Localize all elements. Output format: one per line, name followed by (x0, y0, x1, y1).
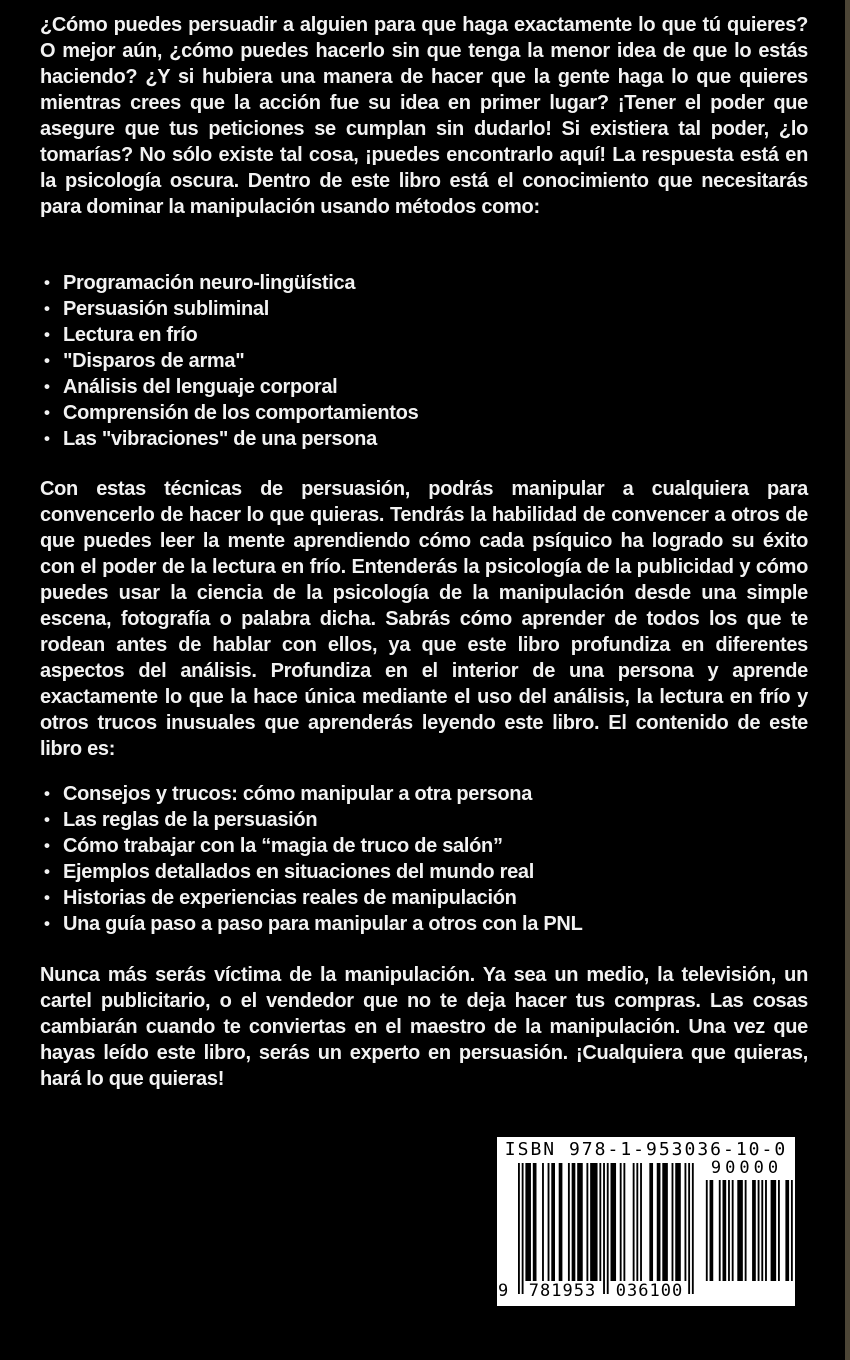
list-item (44, 807, 808, 833)
list-item-label: Historias de experiencias reales de manipulación (63, 887, 517, 909)
ean13-barcode (518, 1163, 694, 1294)
bullet-icon: • (44, 273, 50, 292)
contents-list (44, 781, 808, 937)
list-item (44, 374, 808, 400)
barcode-digits-left: 781953 (528, 1281, 597, 1301)
barcode-digits-right: 036100 (615, 1281, 684, 1301)
list-item (44, 270, 808, 296)
list-item-label: Consejos y trucos: cómo manipular a otra persona (63, 783, 533, 805)
list-item-label: Análisis del lenguaje corporal (63, 376, 338, 398)
bullet-icon: • (44, 403, 50, 422)
bullet-icon: • (44, 836, 50, 855)
bullet-icon: • (44, 914, 50, 933)
barcode-price-code-label: 90000 (710, 1158, 783, 1178)
bullet-icon: • (44, 862, 50, 881)
methods-list (44, 270, 808, 452)
list-item-label: Una guía paso a paso para manipular a otros con la PNL (63, 913, 583, 935)
isbn-number-label: ISBN 978-1-953036-10-0 (504, 1139, 788, 1160)
list-item-label: Programación neuro-lingüística (63, 272, 356, 294)
bullet-icon: • (44, 888, 50, 907)
list-item-label: Las "vibraciones" de una persona (63, 428, 377, 450)
list-item-label: "Disparos de arma" (63, 350, 245, 372)
list-item (44, 911, 808, 937)
list-item-label: Lectura en frío (63, 324, 198, 346)
list-item (44, 833, 808, 859)
bullet-icon: • (44, 351, 50, 370)
list-item (44, 859, 808, 885)
bullet-icon: • (44, 299, 50, 318)
list-item (44, 296, 808, 322)
list-item-label: Cómo trabajar con la “magia de truco de salón” (63, 835, 503, 857)
bullet-icon: • (44, 377, 50, 396)
list-item (44, 348, 808, 374)
bullet-icon: • (44, 784, 50, 803)
back-cover-paragraph-3: Nunca más serás víctima de la manipulación. Ya sea un medio, la televisión, un cartel publicitario, o el vendedor que no te deja hacer tus compras. Las cosas cambiarán cuando te conviertas en el maestro de la manipulación. Una vez que hayas leído este libro, serás un experto en persuasión. ¡Cualquiera que quieras, hará lo que quieras! (40, 964, 808, 1090)
list-item (44, 426, 808, 452)
list-item-label: Persuasión subliminal (63, 298, 269, 320)
bullet-icon: • (44, 325, 50, 344)
bullet-icon: • (44, 810, 50, 829)
list-item (44, 322, 808, 348)
page-edge-strip (845, 0, 850, 1360)
list-item-label: Comprensión de los comportamientos (63, 402, 419, 424)
back-cover-paragraph-1: ¿Cómo puedes persuadir a alguien para que haga exactamente lo que tú quieres? O mejor aún, ¿cómo puedes hacerlo sin que tenga la menor idea de que lo estás haciendo? ¿Y si hubiera una manera de hacer que la gente haga lo que quieres mientras crees que la acción fue su idea en primer lugar? ¡Tener el poder que asegure que tus peticiones se cumplan sin dudarlo! Si existiera tal poder, ¿lo tomarías? No sólo existe tal cosa, ¡puedes encontrarlo aquí! La respuesta está en la psicología oscura. Dentro de este libro está el conocimiento que necesitarás para dominar la manipulación usando métodos como: (40, 14, 808, 218)
list-item (44, 781, 808, 807)
price-supplement-barcode (704, 1180, 793, 1281)
list-item (44, 885, 808, 911)
isbn-barcode-panel (497, 1137, 795, 1306)
list-item (44, 400, 808, 426)
bullet-icon: • (44, 429, 50, 448)
back-cover-paragraph-2: Con estas técnicas de persuasión, podrás manipular a cualquiera para convencerlo de hacer lo que quieras. Tendrás la habilidad de convencer a otros de que puedes leer la mente aprendiendo cómo cada psíquico ha logrado su éxito con el poder de la lectura en frío. Entenderás la psicología de la publicidad y cómo puedes usar la ciencia de la psicología de la manipulación desde una simple escena, fotografía o palabra dicha. Sabrás cómo aprender de todos los que te rodean antes de hablar con ellos, ya que este libro profundiza en diferentes aspectos del análisis. Profundiza en el interior de una persona y aprende exactamente lo que la hace única mediante el uso del análisis, la lectura en frío y otros trucos inusuales que aprenderás leyendo este libro. El contenido de este libro es: (40, 478, 808, 760)
list-item-label: Ejemplos detallados en situaciones del mundo real (63, 861, 534, 883)
list-item-label: Las reglas de la persuasión (63, 809, 318, 831)
barcode-digit-first: 9 (498, 1281, 510, 1301)
